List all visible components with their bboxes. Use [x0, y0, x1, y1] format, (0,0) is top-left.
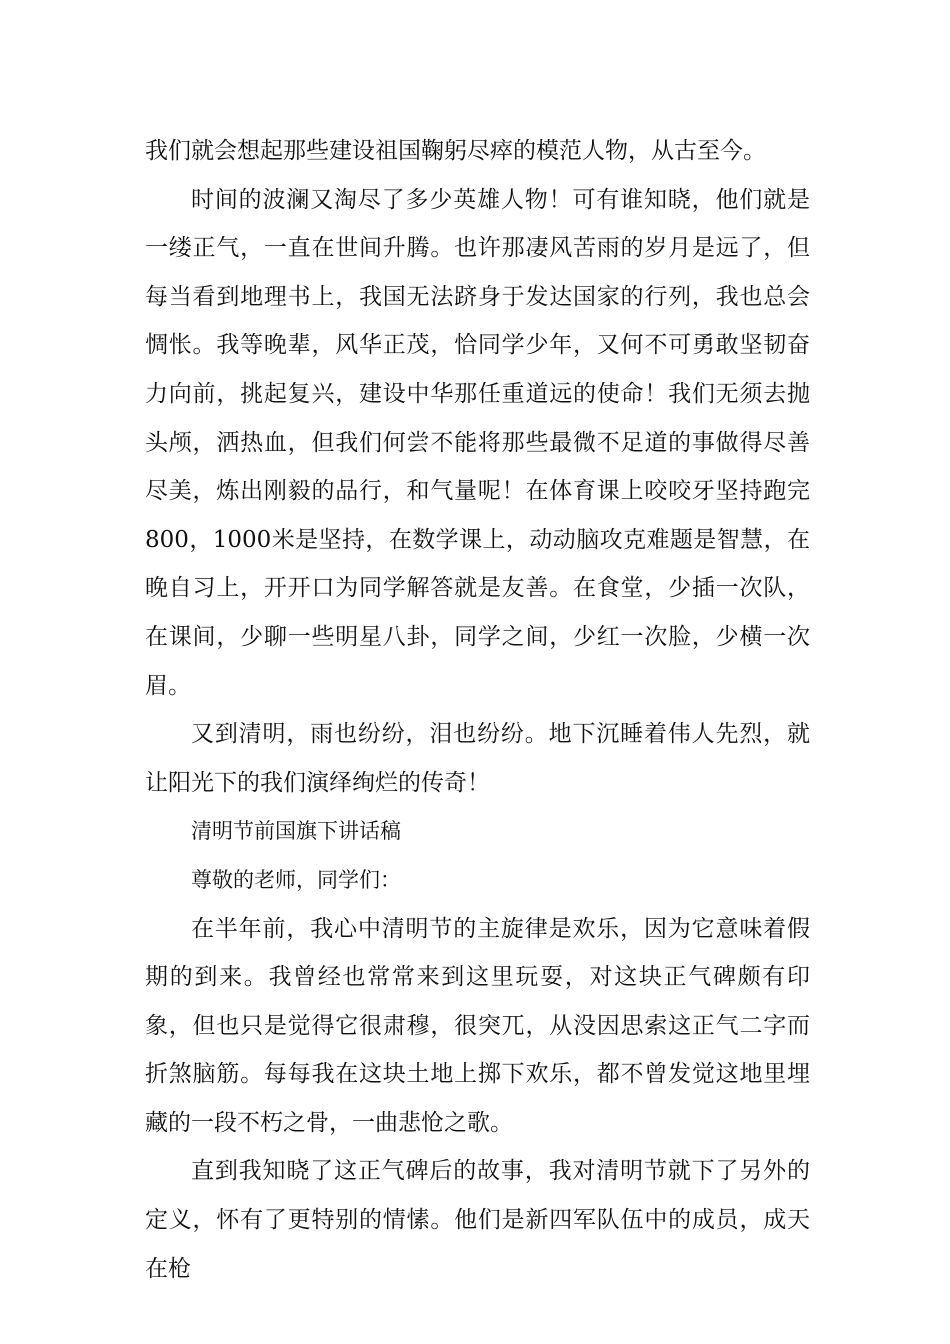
paragraph-3: 又到清明，雨也纷纷，泪也纷纷。地下沉睡着伟人先烈，就让阳光下的我们演绎绚烂的传奇！	[145, 721, 810, 796]
speech-title: 清明节前国旗下讲话稿	[191, 819, 401, 844]
paragraph-6: 在半年前，我心中清明节的主旋律是欢乐，因为它意味着假期的到来。我曾经也常常来到这里玩耍，对这块正气碑颇有印象，但也只是觉得它很肃穆，很突兀，从没因思索这正气二字而折煞脑筋。每每我在这块土地上掷下欢乐，都不曾发觉这地里埋藏的一段不朽之骨，一曲悲怆之歌。	[145, 915, 810, 1136]
speech-salutation: 尊敬的老师，同学们：	[191, 867, 401, 892]
document-body	[145, 127, 810, 1293]
paragraph-7: 直到我知晓了这正气碑后的故事，我对清明节就下了另外的定义，怀有了更特别的情愫。他们是新四军队伍中的成员，成天在枪	[145, 1158, 810, 1282]
paragraph-1: 我们就会想起那些建设祖国鞠躬尽瘁的模范人物，从古至今。	[145, 138, 766, 164]
paragraph-2: 时间的波澜又淘尽了多少英雄人物！可有谁知晓，他们就是一缕正气，一直在世间升腾。也许那凄风苦雨的岁月是远了，但每当看到地理书上，我国无法跻身于发达国家的行列，我也总会惆怅。我等晚辈，风华正茂，恰同学少年，又何不可勇敢坚韧奋力向前，挑起复兴，建设中华那任重道远的使命！我们无须去抛头颅，洒热血，但我们何尝不能将那些最微不足道的事做得尽善尽美，炼出刚毅的品行，和气量呢！在体育课上咬咬牙坚持跑完800，1000米是坚持，在数学课上，动动脑攻克难题是智慧，在晚自习上，开开口为同学解答就是友善。在食堂，少插一次队，在课间，少聊一些明星八卦，同学之间，少红一次脸，少横一次眉。	[145, 186, 810, 699]
